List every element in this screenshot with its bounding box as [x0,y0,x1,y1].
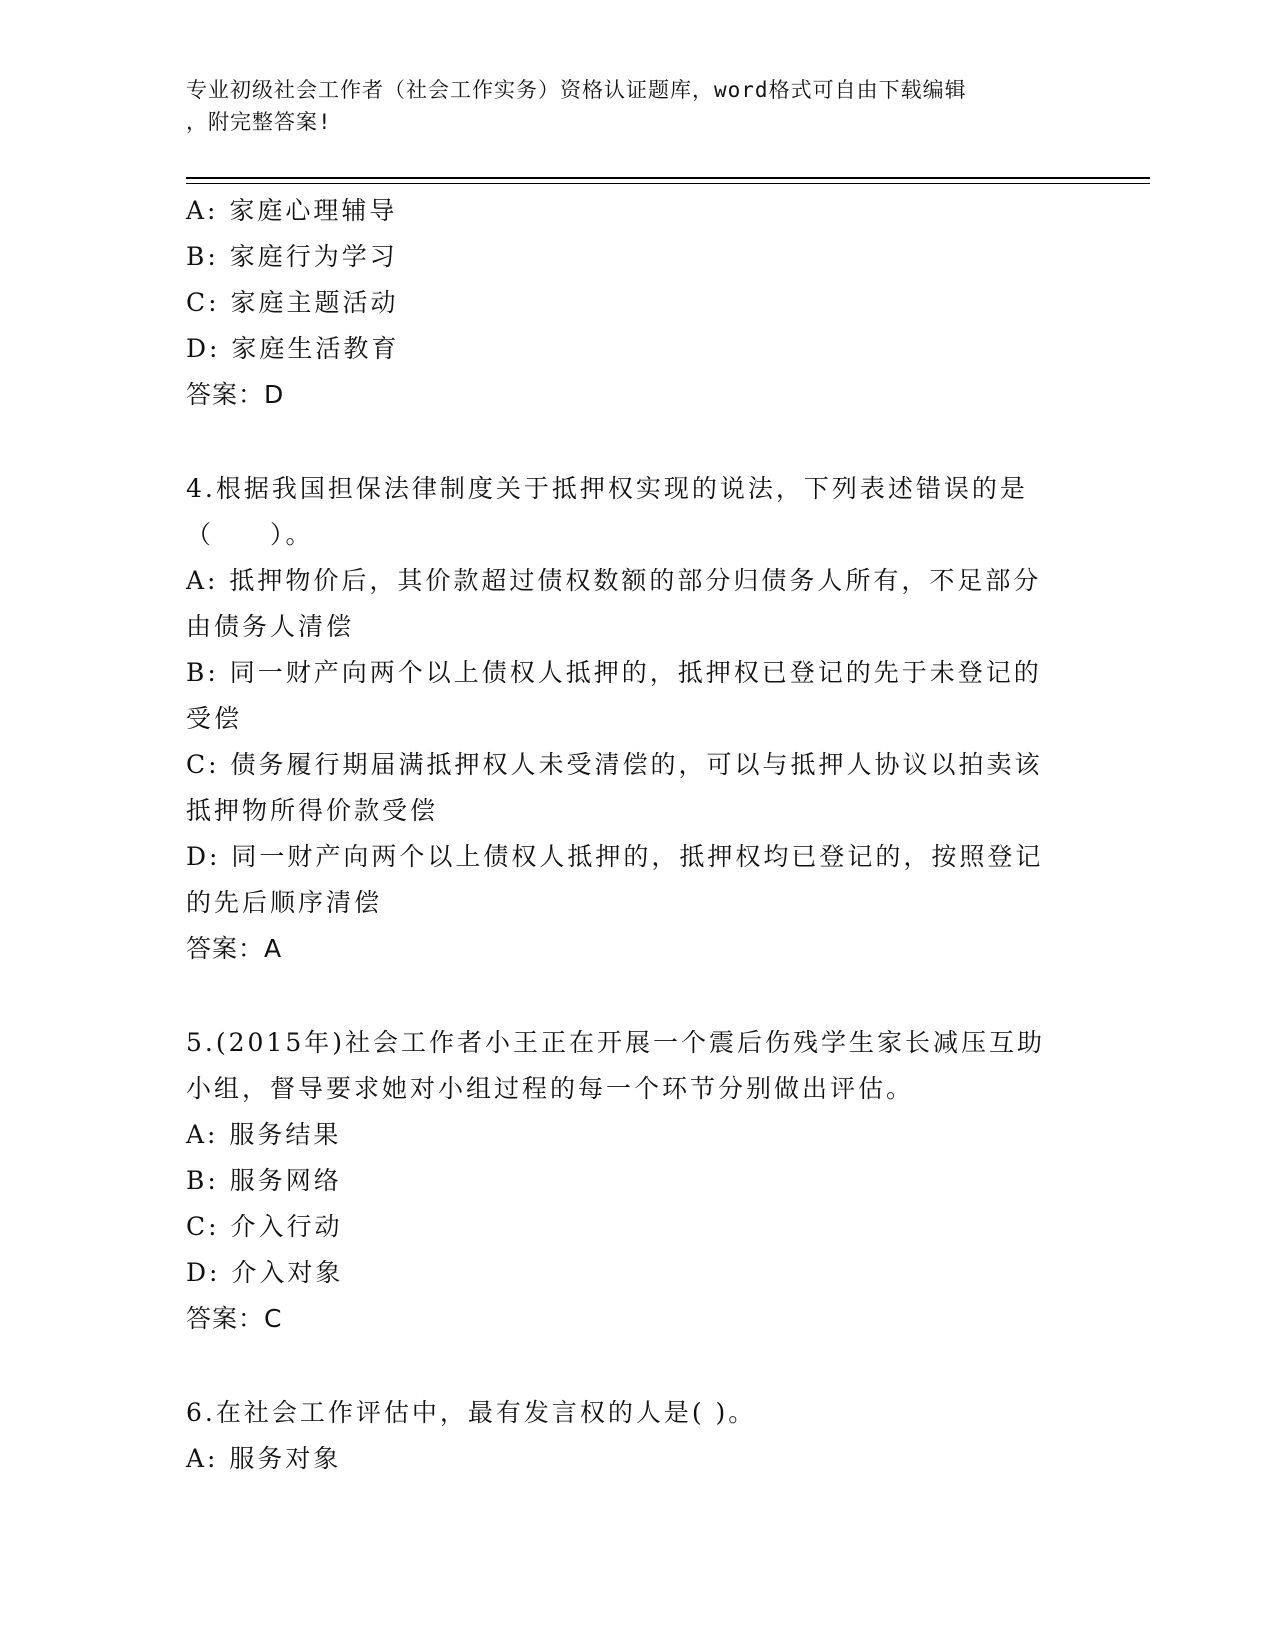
option-b: B: 同一财产向两个以上债权人抵押的，抵押权已登记的先于未登记的 [186,658,1042,687]
option-a: A: 家庭心理辅导 [186,196,398,225]
option-a: A: 服务结果 [186,1120,342,1149]
header-line-2: ，附完整答案! [186,110,332,134]
option-c: C: 家庭主题活动 [186,288,399,317]
question-stem-cont: 小组，督导要求她对小组过程的每一个环节分别做出评估。 [186,1074,915,1103]
question-stem-cont: （ ）。 [186,520,314,549]
header-rule-thick [186,177,1150,179]
question-content [186,188,1086,1482]
option-c: C: 债务履行期届满抵押权人未受清偿的，可以与抵押人协议以拍卖该 [186,750,1043,779]
option-d: D: 介入对象 [186,1258,344,1287]
option-b: B: 服务网络 [186,1166,342,1195]
option-a: A: 抵押物价后，其价款超过债权数额的部分归债务人所有，不足部分 [186,566,1042,595]
question-stem: 6.在社会工作评估中，最有发言权的人是( )。 [186,1398,757,1427]
option-a: A: 服务对象 [186,1444,342,1473]
option-c: C: 介入行动 [186,1212,343,1241]
question-stem: 5.(2015年)社会工作者小王正在开展一个震后伤残学生家长减压互助 [186,1028,1045,1057]
option-c-cont: 抵押物所得价款受偿 [186,796,439,825]
option-b: B: 家庭行为学习 [186,242,398,271]
question-5 [186,1020,1086,1342]
option-d: D: 同一财产向两个以上债权人抵押的，抵押权均已登记的，按照登记 [186,842,1044,871]
answer: 答案：A [186,934,283,963]
spacer [186,418,1086,466]
option-a-cont: 由债务人清偿 [186,612,355,641]
option-d-cont: 的先后顺序清偿 [186,888,383,917]
answer: 答案：D [186,380,285,409]
document-header [186,74,1066,138]
spacer [186,1342,1086,1390]
header-line-1: 专业初级社会工作者（社会工作实务）资格认证题库，word格式可自由下载编辑 [186,78,967,102]
question-stem: 4.根据我国担保法律制度关于抵押权实现的说法，下列表述错误的是 [186,474,1028,503]
question-3 [186,188,1086,418]
header-rule-thin [186,183,1150,184]
spacer [186,972,1086,1020]
question-4 [186,466,1086,972]
option-d: D: 家庭生活教育 [186,334,400,363]
answer: 答案：C [186,1304,283,1333]
question-6 [186,1390,1086,1482]
option-b-cont: 受偿 [186,704,243,733]
